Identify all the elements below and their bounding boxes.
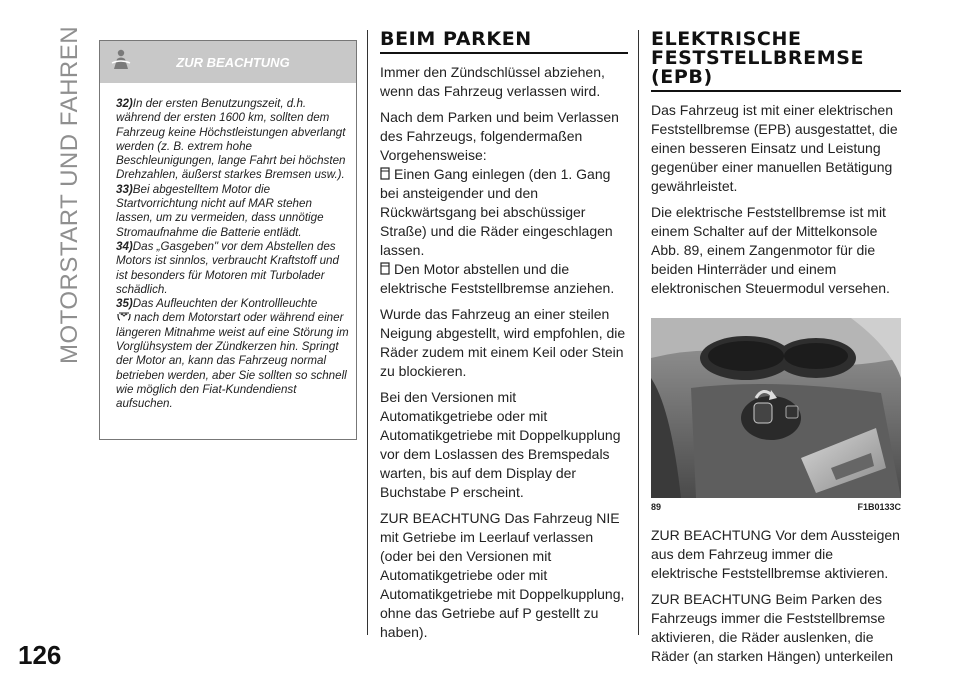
bullet-text: Den Motor abstellen und die elektrische Feststellbremse anziehen. — [380, 261, 615, 296]
section-heading: BEIM PARKEN — [380, 30, 628, 54]
paragraph: Wurde das Fahrzeug an einer steilen Neigung abgestellt, wird empfohlen, die Räder zudem mit einem Keil oder Stein zu blockieren. — [380, 306, 626, 379]
warning-item-text: In der ersten Benutzungszeit, d.h. während der ersten 1600 km, sollten dem Fahrzeug keine Höchstleistungen abverlangt werden (z. B. extrem hohe Beschleunigungen, lange Fahrt bei höchsten Drehzahlen, äußerst starkes Bremsen usw.). — [116, 97, 346, 182]
bullet-text: Einen Gang einlegen (den 1. Gang bei ansteigender und den Rückwärtsgang bei abschüssiger Straße) und die Räder eingeschlagen lassen. — [380, 166, 613, 258]
side-title-text: MOTORSTART UND FAHREN — [56, 25, 83, 364]
warning-item-text: Bei abgestelltem Motor die Startvorrichtung nicht auf MAR stehen lassen, um zu vermeiden, dass unnötige Stromaufnahme die Batterie entlädt. — [116, 182, 324, 239]
warning-item-text: Das Aufleuchten der Kontrollleuchte — [132, 297, 318, 311]
section-heading: ELEKTRISCHE FESTSTELLBREMSE (EPB) — [651, 30, 901, 92]
warning-item-number: 34) — [116, 239, 133, 253]
warning-item — [116, 183, 350, 240]
warning-item — [116, 240, 350, 297]
paragraph: ZUR BEACHTUNG Vor dem Aussteigen aus dem Fahrzeug immer die elektrische Feststellbremse aktivieren. — [651, 527, 900, 581]
figure-caption — [651, 502, 901, 512]
warning-item-text: Das „Gasgeben" vor dem Abstellen des Motors ist sinnlos, verbraucht Kraftstoff und ist besonders für Motoren mit Turbolader schädlich. — [116, 239, 339, 296]
paragraph: Die elektrische Feststellbremse ist mit einem Schalter auf der Mittelkonsole Abb. 89, einem Zangenmotor für die beiden Hinterräder und einem elektronischen Steuermodul versehen. — [651, 204, 890, 296]
paragraph: ZUR BEACHTUNG Das Fahrzeug NIE mit Getriebe im Leerlauf verlassen (oder bei den Versionen mit Automatikgetriebe oder mit Automatikgetriebe mit Doppelkupplung, ohne das Getriebe auf P gestellt zu haben). — [380, 510, 625, 640]
warning-item — [116, 97, 350, 183]
bullet-icon — [380, 262, 390, 275]
beim-parken-section — [380, 30, 628, 649]
paragraph: Immer den Zündschlüssel abziehen, wenn das Fahrzeug verlassen wird. — [380, 64, 605, 99]
glow-plug-icon — [116, 312, 132, 322]
column-divider — [638, 30, 639, 635]
warning-item-text: nach dem Motorstart oder während einer längeren Mitnahme weist auf eine Störung im Vorglühsystem der Zündkerzen hin. Springt der Motor an, kann das Fahrzeug normal betrieben werden, aber Sie sollten so schnell wie möglich den Fiat-Kundendienst aufsuchen. — [116, 311, 349, 411]
paragraph: Das Fahrzeug ist mit einer elektrischen Feststellbremse (EPB) ausgestattet, die einen besseren Einsatz und Leistung gegenüber einer manuellen Betätigung gewährleistet. — [651, 102, 898, 194]
warning-item-number: 35) — [116, 297, 133, 311]
section-side-title — [52, 25, 88, 364]
figure-number: 89 — [651, 502, 662, 512]
paragraph — [380, 108, 628, 298]
figure-code: F1B0133C — [857, 502, 901, 512]
warning-body — [100, 83, 356, 412]
warning-item-number: 32) — [116, 97, 133, 110]
warning-box — [99, 40, 357, 440]
warning-item — [116, 297, 350, 411]
driver-warning-icon — [108, 47, 134, 73]
paragraph: ZUR BEACHTUNG Beim Parken des Fahrzeugs immer die Feststellbremse aktivieren, die Räder auslenken, die Räder (an starken Hängen) unterkeilen — [651, 591, 894, 664]
page-number: 126 — [18, 640, 62, 670]
paragraph-text: Nach dem Parken und beim Verlassen des Fahrzeugs, folgendermaßen Vorgehensweise: — [380, 109, 619, 163]
warning-title: ZUR BEACHTUNG — [176, 54, 290, 70]
epb-section — [651, 30, 901, 673]
paragraph: Bei den Versionen mit Automatikgetriebe oder mit Automatikgetriebe mit Doppelkupplung vor dem Loslassen des Bremspedals warten, bis auf dem Display der Buchstabe P erscheint. — [380, 389, 621, 500]
epb-switch-photo — [651, 318, 901, 498]
warning-header — [100, 41, 356, 83]
column-divider — [367, 30, 368, 635]
warning-item-number: 33) — [116, 182, 133, 196]
bullet-icon — [380, 167, 390, 180]
epb-switch-image — [651, 318, 901, 498]
